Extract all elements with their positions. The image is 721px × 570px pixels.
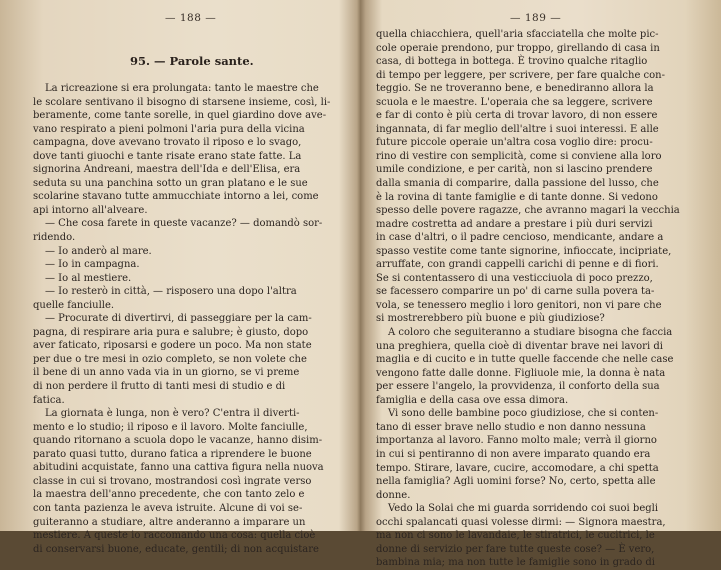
text-line: guiteranno a studiare, altre anderanno a imparare un: [33, 516, 306, 528]
text-line: madre costretta ad andare a prestare i più duri servizi: [376, 218, 653, 230]
text-line: future piccole operaie un'altra cosa voglio dire: procu-: [376, 137, 653, 149]
page-number-left: — 188 —: [165, 12, 217, 24]
text-line: vano respirato a pieni polmoni l'aria pura della vicina: [33, 123, 305, 135]
text-line: per due o tre mesi in ozio completo, se non volete che: [33, 353, 307, 365]
text-line: scolarine stavano tutte ammucchiate intorno a lei, come: [33, 191, 319, 203]
text-line: le scolare sentivano il bisogno di starsene insieme, così, li-: [33, 96, 331, 108]
text-line: La ricreazione si era prolungata: tanto le maestre che: [45, 83, 319, 94]
text-line: teggio. Se ne troveranno bene, e benediranno allora la: [376, 83, 654, 95]
text-line: Se si contentassero di una vesticciuola di poco prezzo,: [376, 272, 653, 284]
text-line: La giornata è lunga, non è vero? C'entra il diverti-: [45, 408, 300, 420]
text-line: scuola e le maestre. L'operaia che sa leggere, scrivere: [376, 96, 653, 108]
text-line: la maestra dell'anno precedente, che con tanto zelo e: [33, 489, 305, 501]
text-line: ma non ci sono le lavandaie, le stiratrici, le cucitrici, le: [376, 530, 655, 542]
text-line: cole operaie prendono, pur troppo, girellando di casa in: [376, 42, 660, 54]
text-line: nella famiglia? Agli uomini forse? No, certo, spetta alle: [376, 476, 656, 488]
text-line: vola, se tenessero meglio i loro genitori, non vi pare che: [376, 299, 662, 311]
chapter-heading: 95. — Parole sante.: [130, 54, 254, 68]
text-line: tempo. Stirare, lavare, cucire, accomodare, a chi spetta: [376, 462, 659, 474]
right-page-body: [376, 28, 706, 570]
text-line: mestiere. A queste io raccomando una cosa: quella cioè: [33, 530, 316, 542]
text-line: quando ritornano a scuola dopo le vacanze, hanno disim-: [33, 435, 323, 447]
left-page: [0, 0, 360, 555]
text-line: con tanta pazienza le aveva istruite. Alcune di voi se-: [33, 502, 303, 514]
text-line: si mostrerebbero più buone e più giudiziose?: [376, 313, 605, 325]
text-line: una preghiera, quella cioè di diventar brave nei lavori di: [376, 340, 663, 352]
text-line: e far di conto è più certa di trovar lavoro, di non essere: [376, 110, 658, 122]
text-line: abitudini acquistate, fanno una cattiva figura nella nuova: [33, 462, 324, 474]
text-line: famiglia e della casa ove essa dimora.: [376, 394, 569, 406]
text-line: pagna, di respirare aria pura e salubre; è giusto, dopo: [33, 326, 309, 338]
text-line: in case d'altri, o il padre cencioso, mendicante, andare a: [376, 232, 664, 244]
text-line: — Io al mestiere.: [45, 272, 132, 284]
text-line: A coloro che seguiteranno a studiare bisogna che faccia: [388, 327, 673, 339]
text-line: dove tanti giuochi e tante risate erano state fatte. La: [33, 150, 302, 162]
text-line: parato quasi tutto, durano fatica a riprendere le buone: [33, 448, 312, 460]
text-line: beramente, come tante sorelle, in quel giardino dove ave-: [33, 110, 327, 122]
text-line: casa, di bottega in bottega. È trovino qualche ritaglio: [376, 56, 648, 68]
text-line: api intorno all'alveare.: [33, 204, 148, 216]
text-line: occhi spalancati quasi volesse dirmi: — Signora maestra,: [376, 516, 666, 528]
text-line: — Procurate di divertirvi, di passeggiare per la cam-: [45, 313, 312, 325]
text-line: signorina Andreani, maestra dell'Ida e dell'Elisa, era: [33, 164, 301, 176]
text-line: umile condizione, e per carità, non si lascino prendere: [376, 164, 653, 176]
text-line: tano di esser brave nello studio e non danno nessuna: [376, 421, 646, 433]
text-line: classe in cui si trovano, mostrandosi così ingrate verso: [33, 475, 312, 487]
text-line: di non perdere il frutto di tanti mesi di studio e di: [33, 381, 286, 393]
text-line: di conservarsi buone, educate, gentili; di non acquistare: [33, 543, 319, 555]
text-line: vengono fatte dalle donne. Figliuole mie, la donna è nata: [376, 367, 666, 379]
text-line: spesso delle povere ragazze, che avranno magari la vecchia: [376, 205, 680, 217]
text-line: Vedo la Solai che mi guarda sorridendo coi suoi begli: [388, 503, 659, 515]
text-line: dalla smania di comparire, dalla passione del lusso, che: [376, 178, 659, 190]
text-line: se facessero comparire un po' di carne sulla povera ta-: [376, 286, 655, 298]
text-line: ridendo.: [33, 232, 76, 244]
text-line: mento e lo studio; il riposo e il lavoro. Molte fanciulle,: [33, 421, 308, 433]
text-line: fatica.: [33, 394, 65, 406]
text-line: donne.: [376, 489, 411, 501]
text-line: il bene di un anno vada via in un giorno, se vi preme: [33, 367, 300, 379]
text-line: arruffate, con grandi cappelli carichi di penne e di fiori.: [376, 259, 659, 271]
page-number-right: — 189 —: [510, 12, 562, 24]
text-line: maglia e di cucito e in tutte quelle faccende che nelle case: [376, 354, 674, 366]
left-page-body: [33, 82, 345, 556]
text-line: bambina mia; ma non tutte le famiglie sono in grado di: [376, 557, 655, 569]
text-line: di tempo per leggere, per scrivere, per fare qualche con-: [376, 69, 665, 81]
text-line: campagna, dove avevano trovato il riposo e lo svago,: [33, 137, 302, 149]
text-line: spasso vestite come tante signorine, infioccate, incipriate,: [376, 245, 672, 257]
text-line: — Io resterò in città, — risposero una dopo l'altra: [45, 286, 297, 298]
text-line: per essere l'angelo, la provvidenza, il conforto della sua: [376, 381, 660, 393]
text-line: è la rovina di tante famiglie e di tante donne. Si vedono: [376, 191, 658, 203]
right-page: [362, 0, 721, 569]
text-line: — Io in campagna.: [45, 259, 140, 271]
text-line: ingannata, di far meglio dell'altre i suoi interessi. E alle: [376, 123, 659, 135]
text-line: — Che cosa farete in queste vacanze? — domandò sor-: [45, 218, 323, 230]
text-line: quella chiacchiera, quell'aria sfacciatella che molte pic-: [376, 29, 659, 40]
text-line: quelle fanciulle.: [33, 299, 115, 311]
text-line: rino di vestire con semplicità, come si conviene alla loro: [376, 150, 662, 162]
text-line: importanza al lavoro. Fanno molto male; verrà il giorno: [376, 435, 657, 447]
text-line: in cui si pentiranno di non avere imparato quando era: [376, 448, 651, 460]
text-line: aver faticato, riposarsi e godere un poco. Ma non state: [33, 340, 312, 352]
text-line: seduta su una panchina sotto un gran platano e le sue: [33, 177, 308, 189]
text-line: Vi sono delle bambine poco giudiziose, che si conten-: [388, 408, 659, 420]
text-line: — Io anderò al mare.: [45, 245, 152, 257]
text-line: donne di servizio per fare tutte queste cose? — È vero,: [376, 543, 655, 555]
